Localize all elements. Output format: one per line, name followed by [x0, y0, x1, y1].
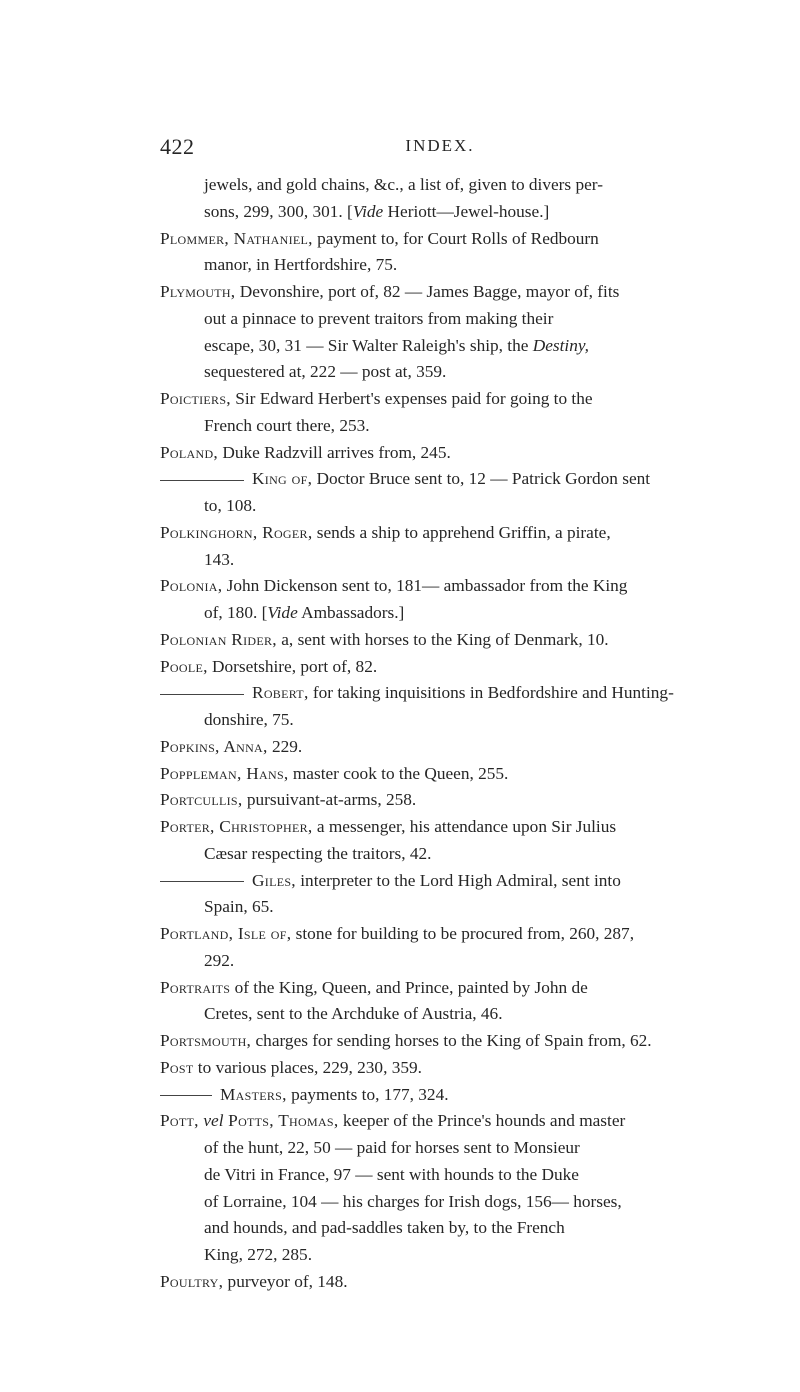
- ditto-rule: [160, 881, 244, 882]
- ditto-rule: [160, 480, 244, 481]
- entry-italic: Destiny,: [532, 335, 589, 355]
- entry-text: jewels, and gold chains, &c., a list of, given to divers per- sons, 299, 300, 301. [: [204, 175, 603, 221]
- entry-text: John Dickenson sent to, 181— ambassador from the King of, 180. [: [204, 576, 628, 622]
- index-entry: [160, 627, 710, 654]
- entry-heading: Portraits: [160, 977, 231, 997]
- entry-heading: Popkins, Anna,: [160, 736, 268, 756]
- running-head: INDEX.: [405, 136, 475, 155]
- entry-heading-italic: vel: [203, 1111, 224, 1131]
- entry-text: for taking inquisitions in Bedfordshire and Hunting- donshire, 75.: [204, 683, 674, 729]
- index-entry: [160, 279, 710, 386]
- entry-heading: Giles,: [252, 870, 296, 890]
- entry-text: Duke Radzvill arrives from, 245.: [218, 442, 451, 462]
- index-entry: [160, 466, 710, 520]
- entry-text: purveyor of, 148.: [223, 1271, 348, 1291]
- entry-text: payments to, 177, 324.: [286, 1084, 449, 1104]
- entry-text: Heriott—Jewel-house.]: [383, 201, 550, 221]
- ditto-rule: [160, 694, 244, 695]
- index-entries: [160, 172, 710, 1296]
- entry-heading: Poole,: [160, 656, 208, 676]
- entry-text: Ambassadors.]: [297, 603, 405, 622]
- entry-heading: Polkinghorn, Roger,: [160, 522, 313, 542]
- index-entry: [160, 520, 710, 574]
- index-entry: [160, 787, 710, 814]
- entry-heading: Poland,: [160, 442, 219, 462]
- index-entry: [160, 1028, 710, 1055]
- page-number: 422: [160, 134, 195, 159]
- entry-heading: Poultry,: [160, 1271, 224, 1291]
- entry-text: of the King, Queen, and Prince, painted by John de Cretes, sent to the Archduke of Austria, 46.: [204, 977, 588, 1024]
- entry-text: pursuivant-at-arms, 258.: [242, 790, 417, 810]
- index-entry: [160, 814, 710, 868]
- index-entry: [160, 975, 710, 1029]
- index-entry: [160, 386, 710, 440]
- index-entry: [160, 1108, 710, 1269]
- entry-text: a messenger, his attendance upon Sir Julius Cæsar respecting the traitors, 42.: [204, 817, 617, 863]
- index-entry: [160, 573, 710, 627]
- entry-text: to various places, 229, 230, 359.: [193, 1057, 422, 1077]
- entry-italic: Vide: [352, 201, 384, 221]
- page-header: [160, 134, 720, 162]
- index-entry: [160, 734, 710, 761]
- index-entry: [160, 921, 710, 975]
- entry-heading: Robert,: [252, 683, 309, 703]
- index-entry: [160, 172, 710, 226]
- entry-heading: Poppleman, Hans,: [160, 763, 289, 783]
- index-entry: [160, 654, 710, 681]
- index-entry: [160, 1269, 710, 1296]
- entry-heading: Masters,: [220, 1084, 287, 1104]
- entry-text: 229.: [267, 736, 303, 756]
- entry-heading: Potts, Thomas,: [223, 1111, 339, 1131]
- entry-heading: Polonia,: [160, 576, 223, 596]
- entry-text: stone for building to be procured from, 260, 287, 292.: [204, 924, 635, 970]
- entry-text: sends a ship to apprehend Griffin, a pirate, 143.: [204, 522, 611, 569]
- index-entry: [160, 440, 710, 467]
- entry-heading: Pott,: [160, 1111, 204, 1131]
- entry-heading: King of,: [252, 469, 313, 489]
- entry-text: interpreter to the Lord High Admiral, sent into Spain, 65.: [204, 870, 621, 917]
- entry-heading: Post: [160, 1057, 194, 1077]
- index-entry: [160, 761, 710, 788]
- entry-text: keeper of the Prince's hounds and master of the hunt, 22, 50 — paid for horses sent to Monsieur de Vitri in France, 97 — sent with hounds to the Duke of Lorraine, 104 — his charges for Irish dogs, 156— horses, and hounds, and pad-saddles taken by, to the French King, 272, 285.: [204, 1111, 626, 1264]
- entry-text: Dorsetshire, port of, 82.: [207, 656, 378, 676]
- entry-text: payment to, for Court Rolls of Redbourn manor, in Hertfordshire, 75.: [204, 228, 599, 275]
- index-entry: [160, 680, 710, 734]
- entry-text: sequestered at, 222 — post at, 359.: [204, 362, 447, 382]
- entry-heading: Portcullis,: [160, 790, 243, 810]
- entry-heading: Polonian Rider,: [160, 629, 277, 649]
- index-entry: [160, 226, 710, 280]
- entry-heading: Porter, Christopher,: [160, 817, 313, 836]
- index-entry: [160, 1082, 710, 1109]
- ditto-rule: [160, 1095, 212, 1096]
- entry-heading: Portsmouth,: [160, 1031, 252, 1050]
- entry-heading: Plommer, Nathaniel,: [160, 228, 313, 248]
- entry-text: master cook to the Queen, 255.: [288, 763, 509, 783]
- entry-text: Doctor Bruce sent to, 12 — Patrick Gordon sent to, 108.: [204, 469, 651, 515]
- entry-heading: Poictiers,: [160, 389, 231, 408]
- entry-text: Devonshire, port of, 82 — James Bagge, mayor of, fits out a pinnace to prevent traitors from making their escape, 30, 31 — Sir Walter Raleigh's ship, the: [204, 282, 620, 355]
- entry-italic: Vide: [267, 603, 298, 622]
- entry-text: Sir Edward Herbert's expenses paid for going to the French court there, 253.: [204, 389, 593, 435]
- entry-heading: Plymouth,: [160, 282, 236, 301]
- index-entry: [160, 1055, 710, 1082]
- entry-text: a, sent with horses to the King of Denmark, 10.: [276, 629, 609, 649]
- entry-text: charges for sending horses to the King of Spain from, 62.: [251, 1031, 652, 1050]
- index-entry: [160, 868, 710, 922]
- entry-heading: Portland, Isle of,: [160, 924, 292, 943]
